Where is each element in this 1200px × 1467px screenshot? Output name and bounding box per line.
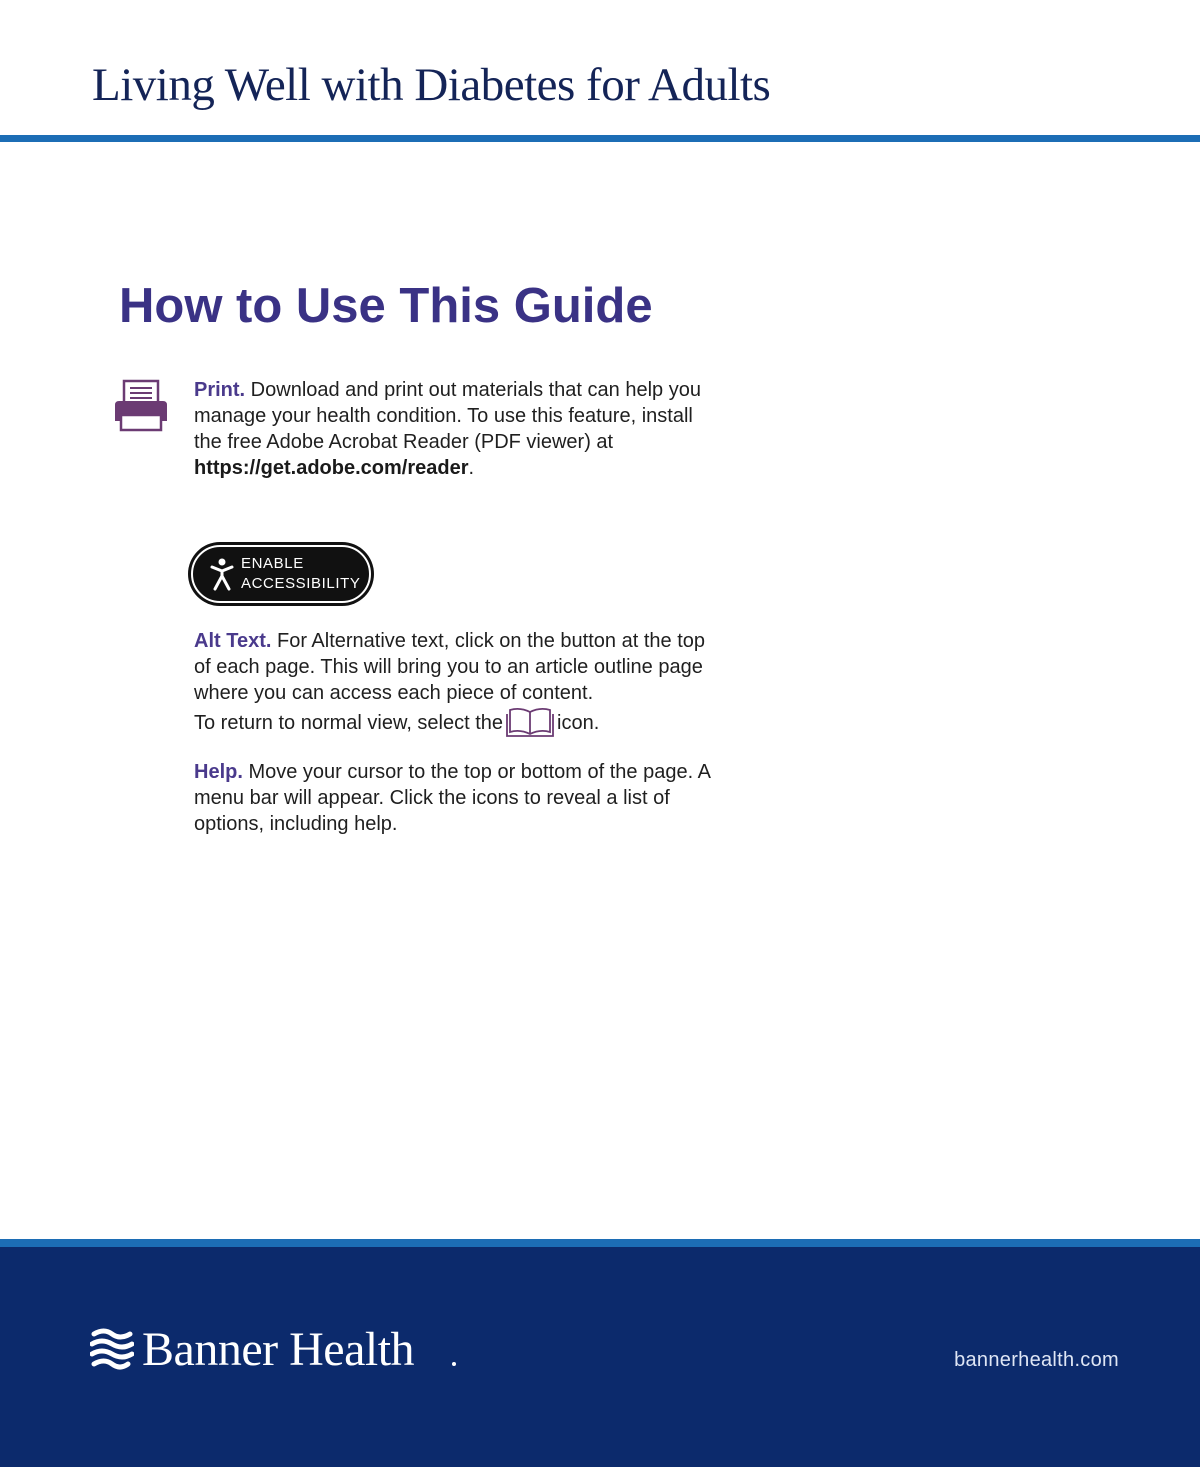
adobe-reader-link[interactable]: https://get.adobe.com/reader <box>194 457 469 479</box>
accessibility-person-icon <box>209 558 235 592</box>
help-instructions <box>194 759 724 837</box>
brand-name: Banner Health <box>142 1323 415 1376</box>
help-lead: Help. <box>194 761 243 783</box>
print-lead: Print. <box>194 379 246 401</box>
alt-text-return-before: To return to normal view, select the <box>194 712 504 734</box>
brand-trademark-dot <box>452 1362 456 1366</box>
alt-text-return-after: icon. <box>557 712 600 734</box>
accessibility-button-inner <box>191 545 371 603</box>
alt-text-instructions <box>194 628 724 738</box>
enable-accessibility-button[interactable] <box>188 542 374 606</box>
accessibility-label-line2: ACCESSIBILITY <box>241 575 361 592</box>
website-url[interactable]: bannerhealth.com <box>954 1349 1119 1371</box>
alt-text-lead: Alt Text. <box>194 630 272 652</box>
alt-text-text: For Alternative text, click on the button at the top of each page. This will bring you to an article outline page where you can access each piece of content. <box>194 630 705 704</box>
document-title: Living Well with Diabetes for Adults <box>92 59 771 111</box>
banner-health-wave-logo <box>90 1326 134 1376</box>
printer-icon <box>113 379 169 433</box>
print-instructions <box>194 377 724 481</box>
print-end: . <box>468 457 475 479</box>
header-divider <box>0 135 1200 142</box>
help-text: Move your cursor to the top or bottom of the page. A menu bar will appear. Click the icons to reveal a list of options, including help. <box>194 761 710 835</box>
section-heading: How to Use This Guide <box>119 279 653 333</box>
footer-divider <box>0 1239 1200 1247</box>
print-text: Download and print out materials that can help you manage your health condition. To use this feature, install the free Adobe Acrobat Reader (PDF viewer) at <box>194 379 701 453</box>
open-book-icon <box>505 706 555 738</box>
accessibility-label-line1: ENABLE <box>241 555 304 572</box>
